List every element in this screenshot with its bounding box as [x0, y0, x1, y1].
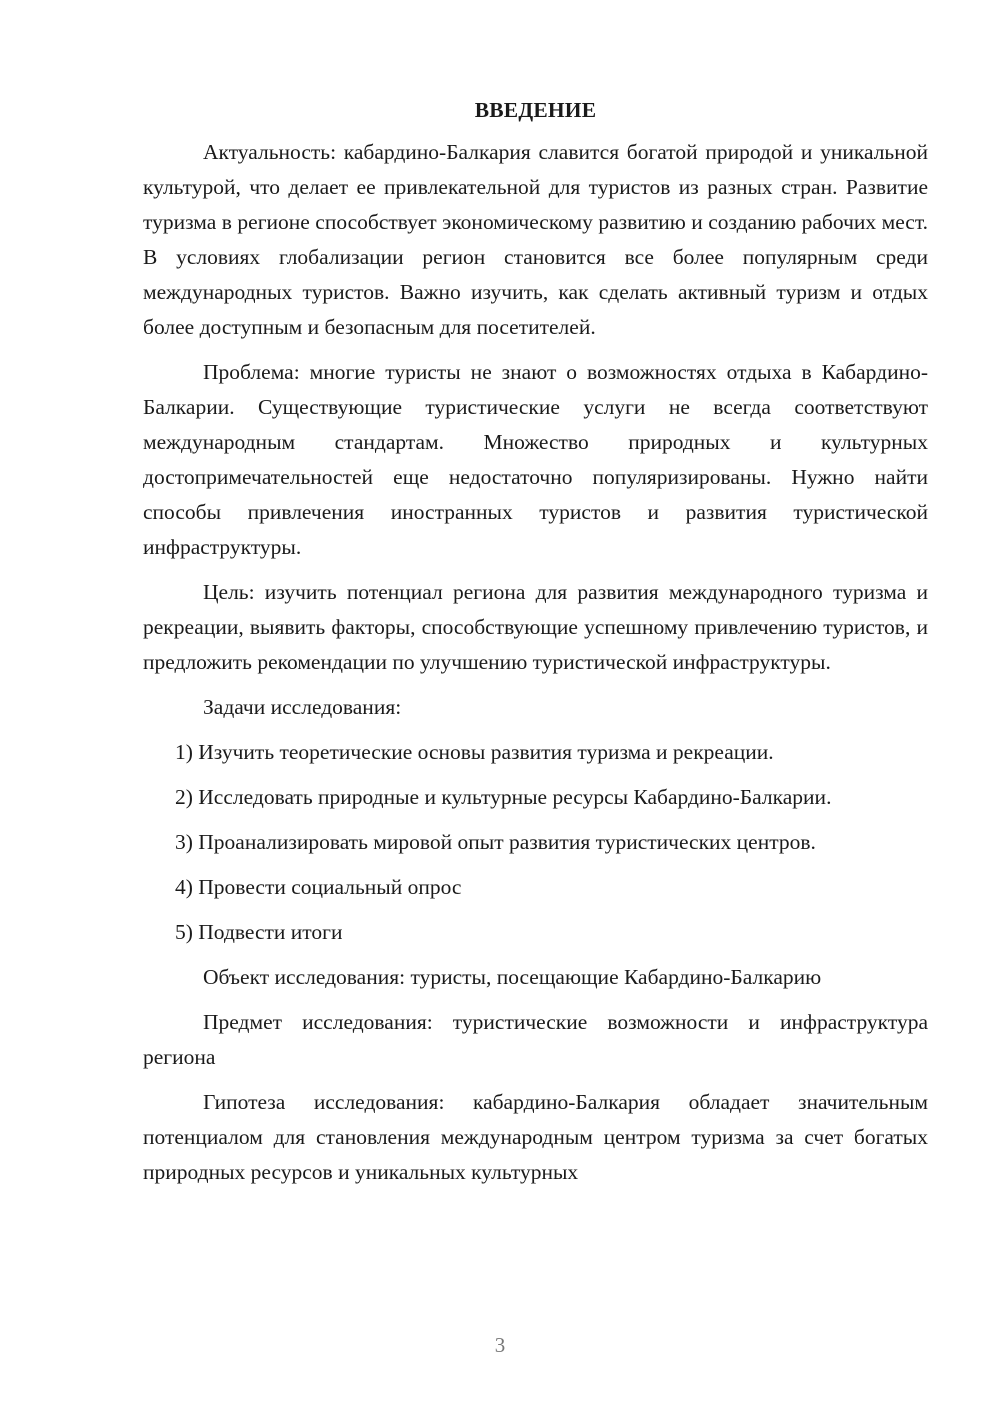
task-item: 4) Провести социальный опрос: [175, 875, 462, 899]
task-item: 3) Проанализировать мировой опыт развития туристических центров.: [175, 830, 816, 854]
paragraph-problem: Проблема: многие туристы не знают о возможностях отдыха в Кабардино-Балкарии. Существующие туристические услуги не всегда соответствуют международным стандартам. Множество природных и культурных достопримечательностей еще недостаточно популяризированы. Нужно найти способы привлечения иностранных туристов и развития туристической инфраструктуры.: [143, 360, 928, 559]
paragraph-goal: Цель: изучить потенциал региона для развития международного туризма и рекреации, выявить факторы, способствующие успешному привлечению туристов, и предложить рекомендации по улучшению туристической инфраструктуры.: [143, 580, 928, 674]
task-item: 1) Изучить теоретические основы развития туризма и рекреации.: [175, 740, 774, 764]
task-item: 5) Подвести итоги: [175, 920, 343, 944]
page-content: [143, 95, 928, 1200]
paragraph-object: Объект исследования: туристы, посещающие Кабардино-Балкарию: [203, 965, 822, 989]
tasks-heading: Задачи исследования:: [203, 695, 402, 719]
page-title: ВВЕДЕНИЕ: [474, 98, 597, 122]
task-item: 2) Исследовать природные и культурные ресурсы Кабардино-Балкарии.: [175, 785, 832, 809]
paragraph-subject: Предмет исследования: туристические возможности и инфраструктура региона: [143, 1010, 928, 1069]
paragraph-relevance: Актуальность: кабардино-Балкария славится богатой природой и уникальной культурой, что делает ее привлекательной для туристов из разных стран. Развитие туризма в регионе способствует экономическому развитию и созданию рабочих мест. В условиях глобализации регион становится все более популярным среди международных туристов. Важно изучить, как сделать активный туризм и отдых более доступным и безопасным для посетителей.: [143, 140, 928, 339]
page-number: 3: [494, 1333, 506, 1357]
paragraph-hypothesis: Гипотеза исследования: кабардино-Балкария обладает значительным потенциалом для становления международным центром туризма за счет богатых природных ресурсов и уникальных культурных: [143, 1090, 928, 1184]
